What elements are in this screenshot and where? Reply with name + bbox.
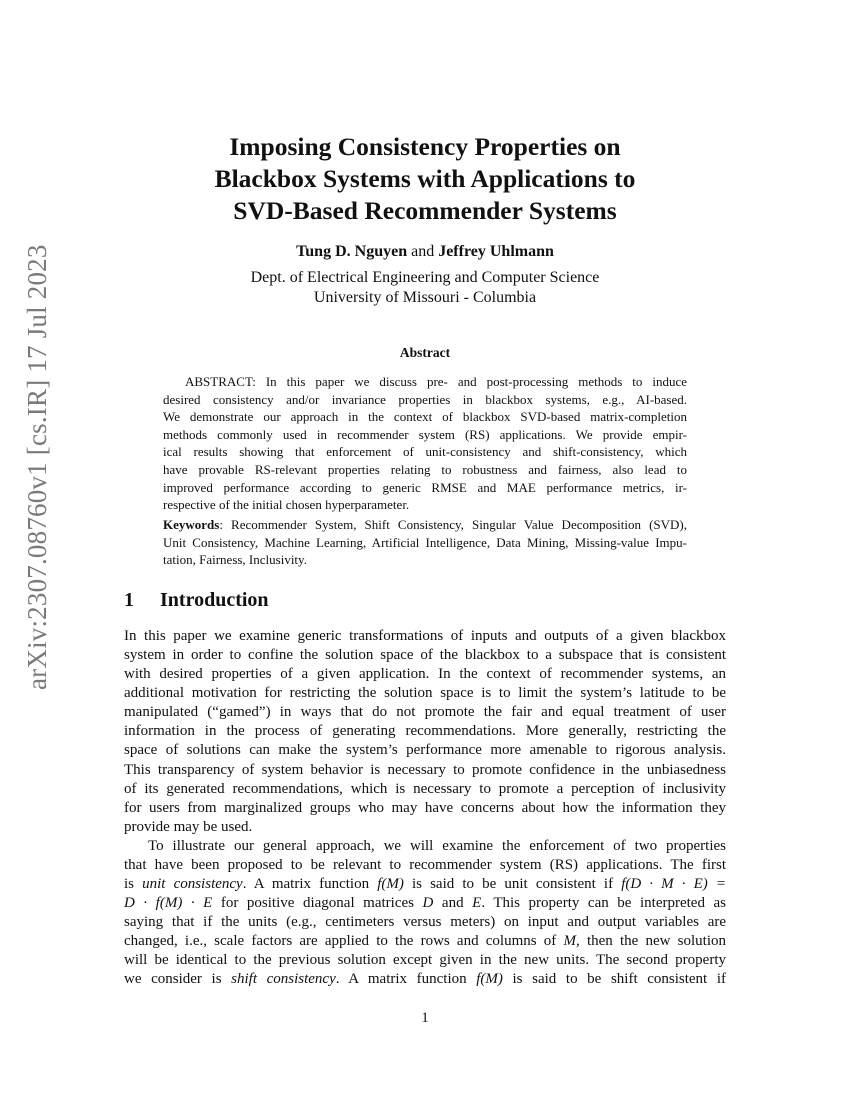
abstract-line: ical results showing that enforcement of unit-consistency and shift-consistency, which	[163, 444, 687, 460]
math-expression: D · f(M) · E	[124, 895, 213, 912]
math-expression: D	[422, 895, 434, 912]
title-line: Blackbox Systems with Applications to	[214, 164, 636, 193]
author-line	[120, 242, 730, 262]
author-name: Jeffrey Uhlmann	[438, 243, 554, 260]
body-line: To illustrate our general approach, we will examine the enforcement of two properties	[148, 837, 726, 854]
body-line: information in the process of generating recommendations. More generally, restricting the	[124, 723, 726, 740]
body-line: provide may be used.	[124, 818, 253, 835]
abstract-line: have provable RS-relevant properties relating to robustness and fairness, also lead to	[163, 461, 687, 477]
arxiv-identifier-stamp: arXiv:2307.08760v1 [cs.IR] 17 Jul 2023	[22, 244, 52, 690]
keywords-block	[163, 516, 687, 569]
abstract-heading: Abstract	[399, 345, 451, 360]
body-line: saying that if the units (e.g., centimeters versus meters) on input and output variables are	[124, 914, 726, 931]
math-expression: E	[472, 895, 482, 912]
body-line	[124, 875, 726, 894]
affiliation-department: Dept. of Electrical Engineering and Computer Science	[250, 269, 600, 286]
body-line	[124, 894, 726, 913]
title-line: Imposing Consistency Properties on	[229, 132, 621, 161]
paper-title	[120, 131, 730, 227]
text-run: we consider is	[124, 971, 232, 988]
body-line: of its generated recommendations, which is necessary to promote a perception of inclusivity	[124, 780, 726, 797]
section-number: 1	[124, 589, 134, 611]
body-line: This transparency of system behavior is necessary to promote confidence in the unbiasedness	[124, 761, 726, 778]
author-name: Tung D. Nguyen	[296, 243, 408, 260]
abstract-line: improved performance according to generic RMSE and MAE performance metrics, ir-	[163, 479, 687, 495]
text-run: for positive diagonal matrices	[212, 895, 423, 912]
text-run: changed, i.e., scale factors are applied to the rows and columns of	[124, 933, 564, 950]
text-run: is said to be shift consistent if	[502, 971, 726, 988]
text-run: . A matrix function	[242, 876, 378, 893]
math-expression: f(M)	[377, 876, 404, 893]
abstract-line: methods commonly used in recommender system (RS) applications. We provide empir-	[163, 426, 687, 442]
text-run: . A matrix function	[335, 971, 477, 988]
section-title: Introduction	[160, 589, 269, 611]
text-run: is said to be unit consistent if	[403, 876, 622, 893]
abstract-line: We demonstrate our approach in the context of blackbox SVD-based matrix-completion	[163, 409, 687, 425]
body-line: space of solutions can make the system’s performance more amenable to rigorous analysis.	[124, 742, 726, 759]
math-expression: f(D · M · E) =	[621, 876, 726, 893]
body-line: with desired properties of a given application. In the context of recommender systems, an	[124, 666, 726, 683]
abstract-line: ABSTRACT: In this paper we discuss pre- and post-processing methods to induce	[185, 374, 687, 389]
abstract-body	[163, 373, 687, 514]
text-run: , then the new solution	[576, 933, 726, 950]
keywords-label: Keywords	[163, 517, 220, 532]
text-run: and	[433, 895, 473, 912]
body-line	[124, 970, 726, 989]
body-line: system in order to confine the solution space of the blackbox to a subspace that is consistent	[124, 647, 726, 664]
abstract-line: respective of the initial chosen hyperparameter.	[163, 497, 410, 513]
keywords-line	[163, 516, 687, 534]
body-line: for users from marginalized groups who may have concerns about how the information they	[124, 799, 726, 816]
introduction-body	[124, 627, 726, 989]
body-line	[124, 932, 726, 951]
abstract-line: desired consistency and/or invariance properties in blackbox systems, e.g., AI-based.	[163, 391, 687, 407]
body-line: will be identical to the previous solution except given in the new units. The second property	[124, 952, 726, 969]
emphasized-term: unit consistency	[142, 876, 243, 893]
body-line: additional motivation for restricting the solution space is to limit the system’s latitude to be	[124, 685, 726, 702]
emphasized-term: shift consistency	[231, 971, 336, 988]
text-run: . This property can be interpreted as	[481, 895, 726, 912]
author-conjunction: and	[411, 243, 435, 260]
body-line: that have been proposed to be relevant to recommender system (RS) applications. The first	[124, 856, 726, 873]
text-run: is	[124, 876, 143, 893]
section-heading	[124, 589, 269, 612]
keywords-text: : Recommender System, Shift Consistency, Singular Value Decomposition (SVD),	[219, 517, 687, 532]
affiliation-university: University of Missouri - Columbia	[313, 289, 537, 306]
keywords-line: tation, Fairness, Inclusivity.	[163, 552, 307, 568]
math-expression: f(M)	[476, 971, 503, 988]
body-line: In this paper we examine generic transformations of inputs and outputs of a given blackbox	[124, 628, 726, 644]
page-number: 1	[421, 1010, 429, 1026]
title-line: SVD-Based Recommender Systems	[233, 196, 617, 225]
body-line: manipulated (“gamed”) in ways that do not promote the fair and equal treatment of user	[124, 704, 726, 721]
keywords-line: Unit Consistency, Machine Learning, Artificial Intelligence, Data Mining, Missing-value Impu-	[163, 534, 687, 550]
math-expression: M	[563, 933, 576, 950]
affiliation	[120, 268, 730, 308]
